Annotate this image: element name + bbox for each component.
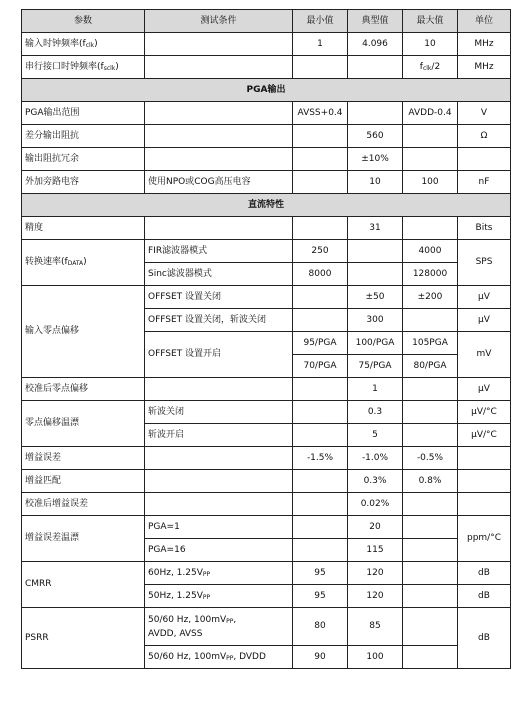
condition-cell [145,378,293,401]
min-cell: 250 [293,240,348,263]
typ-cell: 0.02% [348,493,403,516]
param-cell: 增益误差温漂 [22,516,145,562]
max-cell: 0.8% [403,470,458,493]
max-cell [403,493,458,516]
min-cell [293,493,348,516]
table-row [22,378,511,401]
unit-cell: dB [458,562,511,585]
table-row [22,56,511,79]
unit-cell: mV [458,332,511,378]
condition-subscript: PP [202,593,211,601]
param-cell [22,240,145,286]
unit-cell: MHz [458,33,511,56]
min-cell [293,125,348,148]
typ-cell: 4.096 [348,33,403,56]
param-cell: 输出阻抗冗余 [22,148,145,171]
header-param: 参数 [22,10,145,33]
max-cell [403,562,458,585]
typ-cell: 100/PGA [348,332,403,355]
param-text: 串行接口时钟频率(f [25,61,104,72]
condition-subscript: PP [202,570,211,578]
min-cell: 95 [293,562,348,585]
condition-cell: OFFSET 设置开启 [145,332,293,378]
min-cell [293,217,348,240]
condition-cell [145,33,293,56]
min-cell: -1.5% [293,447,348,470]
param-subscript: clk [85,41,95,49]
max-cell: 4000 [403,240,458,263]
condition-cell: 斩波开启 [145,424,293,447]
header-typ: 典型值 [348,10,403,33]
condition-text-line2: AVDD, AVSS [148,628,203,639]
table-row [22,217,511,240]
min-cell: 95/PGA [293,332,348,355]
min-cell [293,148,348,171]
min-cell: 90 [293,646,348,669]
header-row [22,10,511,33]
unit-cell: MHz [458,56,511,79]
param-tail: ) [115,61,119,72]
condition-tail: , DVDD [233,651,266,662]
section-title-pga: PGA输出 [22,79,511,102]
typ-cell: 300 [348,309,403,332]
header-unit: 单位 [458,10,511,33]
unit-cell: μV [458,309,511,332]
condition-cell: OFFSET 设置关闭，斩波关闭 [145,309,293,332]
condition-cell: FIR滤波器模式 [145,240,293,263]
max-cell [403,424,458,447]
section-row [22,79,511,102]
param-text: 输入时钟频率(f [25,38,86,49]
param-cell: 校准后增益误差 [22,493,145,516]
unit-cell: SPS [458,240,511,286]
typ-cell: 115 [348,539,403,562]
table-row [22,608,511,646]
condition-cell [145,217,293,240]
condition-text: 50/60 Hz, 100mV [148,651,227,662]
min-cell: 8000 [293,263,348,286]
condition-cell [145,562,293,585]
section-row [22,194,511,217]
typ-cell: 100 [348,646,403,669]
unit-cell: μV [458,286,511,309]
unit-cell: V [458,102,511,125]
min-cell [293,401,348,424]
header-max: 最大值 [403,10,458,33]
unit-cell: dB [458,585,511,608]
condition-cell [145,148,293,171]
table-row [22,401,511,424]
typ-cell [348,102,403,125]
param-cell: 增益误差 [22,447,145,470]
min-cell [293,470,348,493]
table-row [22,33,511,56]
max-cell [403,646,458,669]
param-cell: 零点偏移温漂 [22,401,145,447]
min-cell [293,56,348,79]
table-row [22,562,511,585]
max-cell [403,585,458,608]
unit-cell [458,470,511,493]
max-cell [403,608,458,646]
max-cell [403,516,458,539]
table-row [22,447,511,470]
param-tail: ) [83,257,87,267]
typ-cell [348,240,403,263]
condition-cell [145,470,293,493]
typ-cell: ±50 [348,286,403,309]
param-cell [22,33,145,56]
unit-cell: μV/°C [458,424,511,447]
condition-text: 50/60 Hz, 100mV [148,614,227,625]
param-cell: PGA输出范围 [22,102,145,125]
table-row [22,286,511,309]
table-row [22,148,511,171]
table-row [22,516,511,539]
typ-cell: 0.3 [348,401,403,424]
param-cell: 增益匹配 [22,470,145,493]
condition-text: 60Hz, 1.25V [148,567,203,578]
max-subscript: clk [422,64,432,72]
typ-cell: 5 [348,424,403,447]
condition-cell: PGA=16 [145,539,293,562]
table-row [22,171,511,194]
typ-cell: 560 [348,125,403,148]
min-cell [293,378,348,401]
typ-cell: 75/PGA [348,355,403,378]
max-cell: 105PGA [403,332,458,355]
param-cell: 外加旁路电容 [22,171,145,194]
condition-text: 50Hz, 1.25V [148,590,203,601]
condition-cell [145,102,293,125]
min-cell [293,424,348,447]
unit-cell: ppm/°C [458,516,511,562]
typ-cell: 120 [348,562,403,585]
header-min: 最小值 [293,10,348,33]
max-cell [403,56,458,79]
param-cell: 精度 [22,217,145,240]
max-cell [403,217,458,240]
max-cell: -0.5% [403,447,458,470]
table-row [22,470,511,493]
min-cell: AVSS+0.4 [293,102,348,125]
param-cell [22,56,145,79]
max-cell [403,539,458,562]
unit-cell [458,148,511,171]
max-cell [403,401,458,424]
condition-cell [145,56,293,79]
table-row [22,240,511,263]
table-row [22,125,511,148]
condition-cell: PGA=1 [145,516,293,539]
typ-cell: 20 [348,516,403,539]
min-cell [293,539,348,562]
min-cell [293,516,348,539]
condition-cell [145,447,293,470]
condition-cell: OFFSET 设置关闭 [145,286,293,309]
section-title-dc: 直流特性 [22,194,511,217]
unit-cell: Bits [458,217,511,240]
typ-cell: 10 [348,171,403,194]
typ-cell [348,263,403,286]
min-cell: 95 [293,585,348,608]
unit-cell: nF [458,171,511,194]
typ-cell: 31 [348,217,403,240]
max-cell [403,125,458,148]
param-cell: 输入零点偏移 [22,286,145,378]
param-subscript: DATA [67,260,84,267]
max-cell: 80/PGA [403,355,458,378]
spec-table [21,9,511,669]
max-cell: AVDD-0.4 [403,102,458,125]
unit-cell [458,447,511,470]
condition-subscript: PP [226,654,234,662]
typ-cell: -1.0% [348,447,403,470]
condition-cell [145,608,293,646]
condition-cell: 使用NPO或COG高压电容 [145,171,293,194]
typ-cell: 120 [348,585,403,608]
condition-tail: , [233,614,237,625]
min-cell: 1 [293,33,348,56]
typ-cell [348,56,403,79]
max-cell [403,309,458,332]
unit-cell: Ω [458,125,511,148]
condition-cell: 斩波关闭 [145,401,293,424]
min-cell [293,171,348,194]
max-text: f [419,61,423,72]
param-text: 转换速率(f [25,257,68,267]
unit-cell: μV/°C [458,401,511,424]
min-cell [293,309,348,332]
condition-cell [145,125,293,148]
param-cell: 差分输出阻抗 [22,125,145,148]
param-cell: PSRR [22,608,145,669]
min-cell: 70/PGA [293,355,348,378]
param-tail: ) [94,38,98,49]
param-subscript: sclk [103,64,116,72]
condition-cell [145,493,293,516]
max-cell: 100 [403,171,458,194]
condition-cell [145,646,293,669]
table-row [22,102,511,125]
condition-cell [145,585,293,608]
min-cell: 80 [293,608,348,646]
unit-cell [458,493,511,516]
table-row [22,493,511,516]
condition-subscript: PP [226,617,234,625]
min-cell [293,286,348,309]
condition-cell: Sinc滤波器模式 [145,263,293,286]
param-cell: CMRR [22,562,145,608]
max-cell: ±200 [403,286,458,309]
max-tail: /2 [431,61,441,72]
max-cell [403,148,458,171]
unit-cell: dB [458,608,511,669]
max-cell [403,378,458,401]
typ-cell: 85 [348,608,403,646]
max-cell: 128000 [403,263,458,286]
typ-cell: ±10% [348,148,403,171]
typ-cell: 1 [348,378,403,401]
typ-cell: 0.3% [348,470,403,493]
param-cell: 校准后零点偏移 [22,378,145,401]
unit-cell: μV [458,378,511,401]
header-condition: 测试条件 [145,10,293,33]
max-cell: 10 [403,33,458,56]
